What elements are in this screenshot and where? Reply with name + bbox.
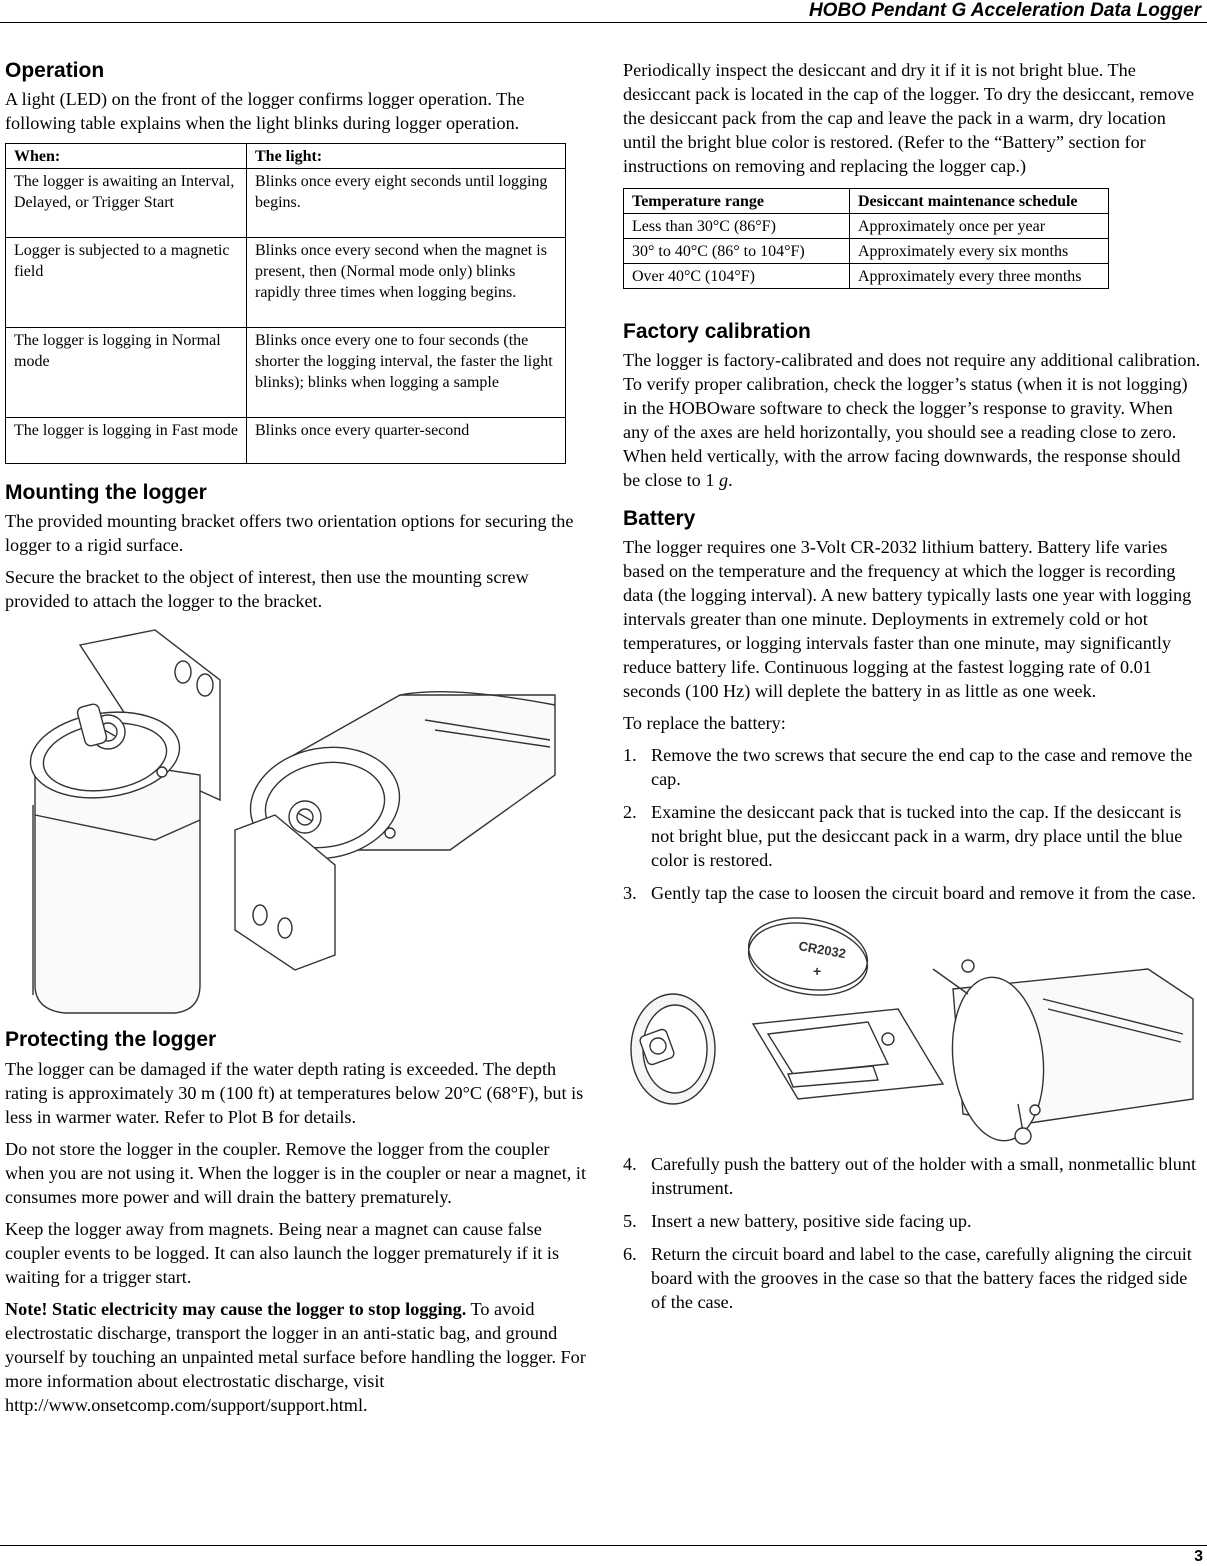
step-number: 5. <box>623 1211 637 1232</box>
footer-rule <box>0 1545 1207 1546</box>
table-cell: The logger is logging in Normal mode <box>6 328 247 418</box>
battery-steps-list <box>623 743 1201 905</box>
protecting-paragraph: Do not store the logger in the coupler. Remove the logger from the coupler when you are not using it. When the logger is in the coupler or near a magnet, it consumes more power and will drain the battery prematurely. <box>5 1138 586 1207</box>
mounting-paragraph: Secure the bracket to the object of interest, then use the mounting screw provided to attach the logger to the bracket. <box>5 567 529 612</box>
battery-replacement-illustration <box>623 914 1201 1146</box>
protecting-paragraph: Keep the logger away from magnets. Being near a magnet can cause false coupler events to be logged. It can also launch the logger prematurely if it is waiting for a trigger start. <box>5 1218 560 1287</box>
table-row <box>624 214 1109 239</box>
coin-battery-label: CR2032 <box>797 938 848 962</box>
list-item <box>623 743 1201 791</box>
table-row <box>6 418 566 464</box>
table-row <box>6 328 566 418</box>
table-cell: Logger is subjected to a magnetic field <box>6 238 247 328</box>
list-item <box>623 1242 1201 1314</box>
step-number: 6. <box>623 1244 637 1265</box>
step-text: Insert a new battery, positive side facing up. <box>651 1211 972 1232</box>
document-header-title: HOBO Pendant G Acceleration Data Logger <box>808 0 1201 21</box>
battery-paragraph: To replace the battery: <box>623 713 786 734</box>
table-row <box>6 169 566 238</box>
step-number: 2. <box>623 802 637 823</box>
desiccant-paragraph: Periodically inspect the desiccant and dry it if it is not bright blue. The desiccant pack is located in the cap of the logger. To dry the desiccant, remove the desiccant pack from the cap and leave the pack in a warm, dry location until the bright blue color is restored. (Refer to the “Battery” section for instructions on removing and replacing the logger cap.) <box>623 60 1195 176</box>
protecting-paragraph: The logger can be damaged if the water depth rating is exceeded. The depth rating is approximately 30 m (100 ft) at temperatures below 20°C (68°F), but is less in warmer water. Refer to Plot B for details. <box>5 1058 584 1127</box>
mounting-heading: Mounting the logger <box>5 481 207 505</box>
step-text: Examine the desiccant pack that is tucked into the cap. If the desiccant is not bright blue, put the desiccant pack in a warm, dry place until the blue color is restored. <box>651 802 1183 871</box>
table-cell: Less than 30°C (86°F) <box>624 214 850 239</box>
step-number: 4. <box>623 1154 637 1175</box>
mounting-bracket-illustration <box>5 625 565 1017</box>
list-item <box>623 881 1201 905</box>
table-cell: 30° to 40°C (86° to 104°F) <box>624 239 850 264</box>
protecting-heading: Protecting the logger <box>5 1028 217 1052</box>
step-text: Gently tap the case to loosen the circuit board and remove it from the case. <box>651 883 1196 904</box>
list-item <box>623 800 1201 872</box>
table-row <box>6 238 566 328</box>
calibration-heading: Factory calibration <box>623 320 811 343</box>
table-header-cell: Temperature range <box>624 189 850 214</box>
header-rule <box>0 22 1207 23</box>
step-number: 3. <box>623 883 637 904</box>
table-cell: Blinks once every quarter-second <box>247 418 566 464</box>
table-cell: Approximately every three months <box>850 264 1109 289</box>
desiccant-table <box>623 188 1109 289</box>
left-column <box>5 58 587 1425</box>
table-row <box>624 264 1109 289</box>
operation-heading: Operation <box>5 59 105 82</box>
table-cell: The logger is awaiting an Interval, Delayed, or Trigger Start <box>6 169 247 238</box>
battery-heading: Battery <box>623 507 696 531</box>
list-item <box>623 1209 1201 1233</box>
step-text: Carefully push the battery out of the holder with a small, nonmetallic blunt instrument. <box>651 1154 1196 1199</box>
calibration-end: . <box>728 470 733 491</box>
step-text: Return the circuit board and label to the case, carefully aligning the circuit board with the grooves in the case so that the battery faces the ridged side of the case. <box>651 1244 1192 1313</box>
table-cell: Blinks once every second when the magnet is present, then (Normal mode only) blinks rapidly three times when logging begins. <box>247 238 566 328</box>
coin-battery-plus-sign: + <box>813 963 822 980</box>
table-cell: Blinks once every one to four seconds (the shorter the logging interval, the faster the light blinks); blinks when logging a sample <box>247 328 566 418</box>
battery-steps-list-continued <box>623 1152 1201 1314</box>
static-note <box>5 1297 587 1417</box>
calibration-g-unit: g <box>718 470 729 491</box>
battery-paragraph: The logger requires one 3-Volt CR-2032 lithium battery. Battery life varies based on the temperature and the frequency at which the logger is recording data (the logging interval). A new battery typically lasts one year with logging intervals greater than one minute. Deployments in extremely cold or hot temperatures, or logging intervals faster than one minute, may significantly reduce battery life. Continuous logging at the fastest logging rate of 0.01 seconds (100 Hz) will deplete the battery in as little as one week. <box>623 537 1192 702</box>
step-text: Remove the two screws that secure the end cap to the case and remove the cap. <box>651 745 1193 790</box>
list-item <box>623 1152 1201 1200</box>
static-note-text: To avoid electrostatic discharge, transport the logger in an anti-static bag, and ground yourself by touching an unpainted metal surface before handling the logger. For more information about electrostatic discharge, visit http://www.onsetcomp.com/support/support.html. <box>5 1298 586 1415</box>
page-number: 3 <box>1194 1548 1203 1565</box>
right-column <box>623 58 1201 1323</box>
operation-intro: A light (LED) on the front of the logger confirms logger operation. The following table explains when the light blinks during logger operation. <box>5 89 525 134</box>
table-cell: Approximately every six months <box>850 239 1109 264</box>
table-cell: Over 40°C (104°F) <box>624 264 850 289</box>
table-header-row <box>6 144 566 169</box>
table-header-cell: When: <box>6 144 247 169</box>
table-header-row <box>624 189 1109 214</box>
calibration-paragraph <box>623 348 1201 492</box>
static-note-bold: Note! Static electricity may cause the logger to stop logging. <box>5 1298 467 1319</box>
table-header-cell: Desiccant maintenance schedule <box>850 189 1109 214</box>
table-cell: Approximately once per year <box>850 214 1109 239</box>
coin-battery-icon <box>743 914 873 999</box>
table-header-cell: The light: <box>247 144 566 169</box>
table-row <box>624 239 1109 264</box>
table-cell: Blinks once every eight seconds until logging begins. <box>247 169 566 238</box>
table-cell: The logger is logging in Fast mode <box>6 418 247 464</box>
led-table <box>5 143 566 464</box>
mounting-paragraph: The provided mounting bracket offers two orientation options for securing the logger to a rigid surface. <box>5 511 574 556</box>
step-number: 1. <box>623 745 637 766</box>
calibration-text: The logger is factory-calibrated and does not require any additional calibration. To verify proper calibration, check the logger’s status (when it is not logging) in the HOBOware software to check the logger’s response to gravity. When any of the axes are held horizontally, you should see a reading close to zero. When held vertically, with the arrow facing downwards, the response should be close to 1 <box>623 350 1201 491</box>
